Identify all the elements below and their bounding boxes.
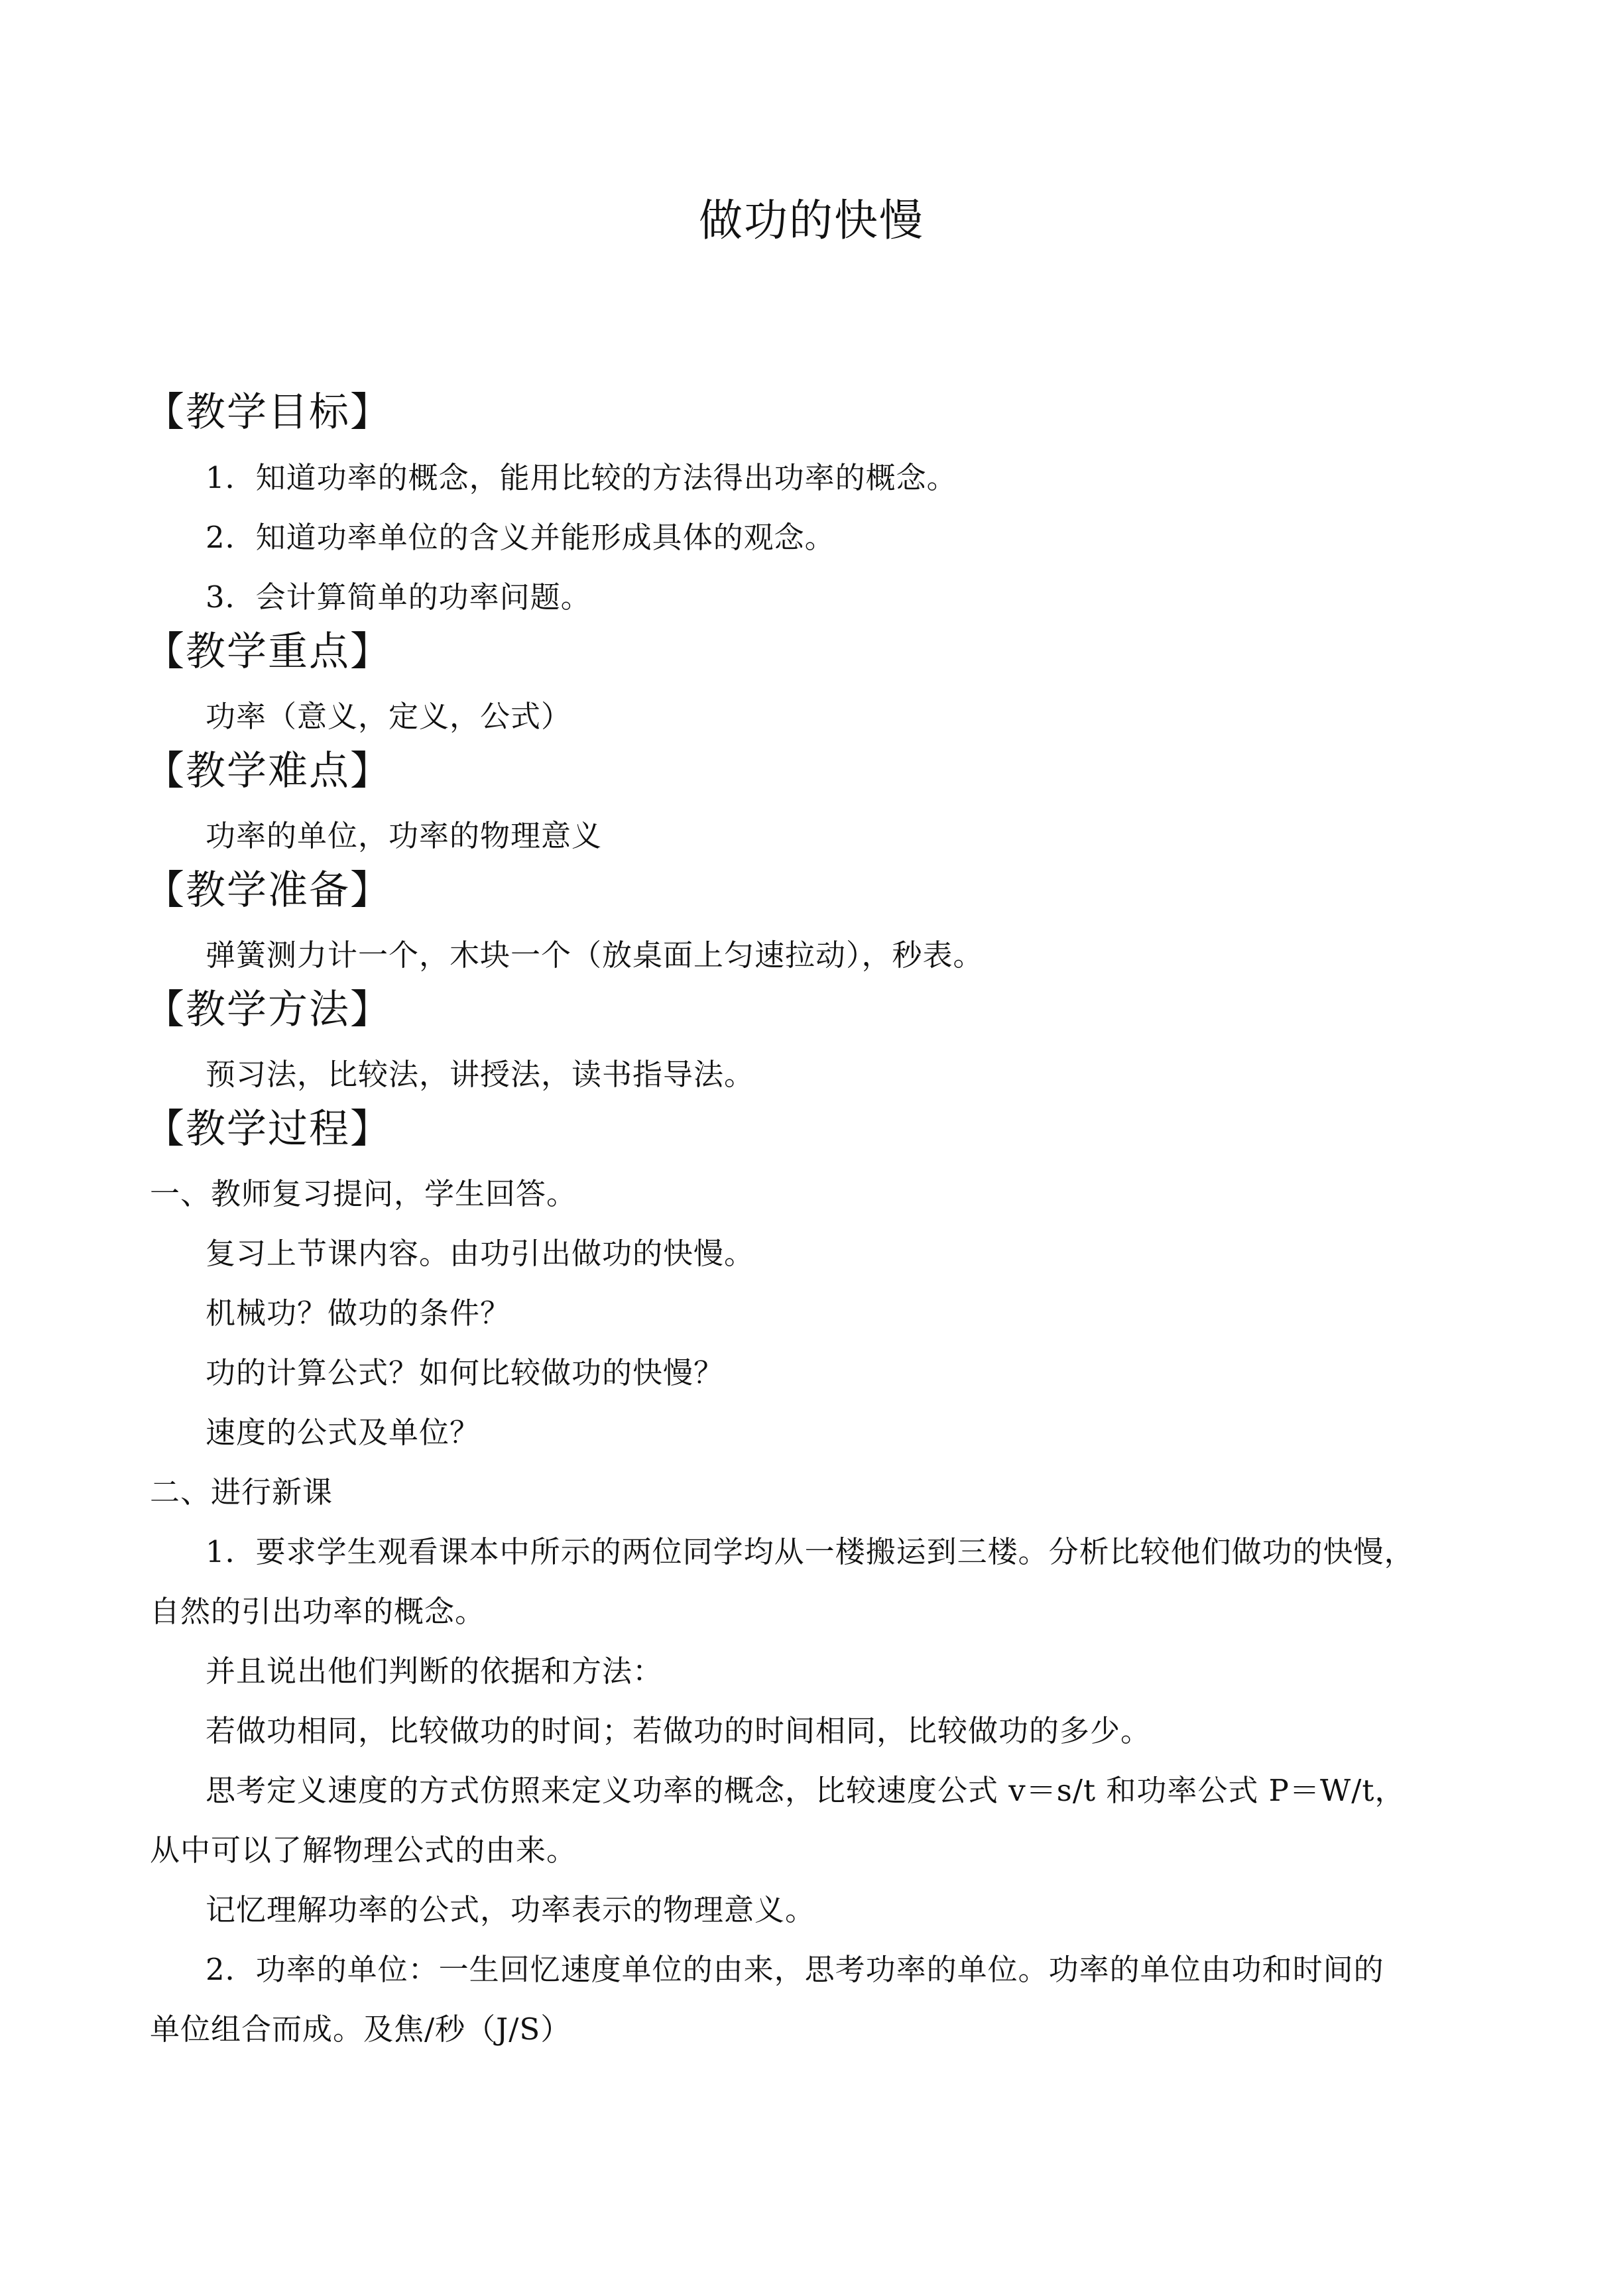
process-text: 思考定义速度的方式仿照来定义功率的概念，比较速度公式 v＝s/t 和功率公式 P＝W/t， xyxy=(206,1773,1406,1808)
process-text: 1．要求学生观看课本中所示的两位同学均从一楼搬运到三楼。分析比较他们做功的快慢， xyxy=(206,1534,1415,1569)
section-heading-objectives: 【教学目标】 xyxy=(145,389,391,436)
section-heading-difficulties: 【教学难点】 xyxy=(145,748,391,794)
document-title: 做功的快慢 xyxy=(699,195,924,246)
process-text: 自然的引出功率的概念。 xyxy=(150,1594,486,1629)
preparation-text: 弹簧测力计一个，木块一个（放桌面上匀速拉动），秒表。 xyxy=(206,937,984,973)
section-heading-preparation: 【教学准备】 xyxy=(145,867,391,914)
difficulties-text: 功率的单位，功率的物理意义 xyxy=(206,818,603,853)
process-text: 复习上节课内容。由功引出做功的快慢。 xyxy=(206,1236,755,1271)
process-step-1-heading: 一、教师复习提问，学生回答。 xyxy=(150,1176,577,1211)
process-text: 功的计算公式？如何比较做功的快慢？ xyxy=(206,1355,725,1390)
process-step-2-heading: 二、进行新课 xyxy=(150,1475,333,1510)
objective-item-3: 3．会计算简单的功率问题。 xyxy=(206,579,591,615)
process-text: 2．功率的单位：一生回忆速度单位的由来，思考功率的单位。功率的单位由功和时间的 xyxy=(206,1952,1384,1987)
methods-text: 预习法，比较法，讲授法，读书指导法。 xyxy=(206,1057,755,1092)
process-text: 从中可以了解物理公式的由来。 xyxy=(150,1833,577,1868)
objective-item-1: 1．知道功率的概念，能用比较的方法得出功率的概念。 xyxy=(206,460,957,495)
section-heading-key-points: 【教学重点】 xyxy=(145,629,391,675)
section-heading-methods: 【教学方法】 xyxy=(145,987,391,1033)
process-text: 并且说出他们判断的依据和方法： xyxy=(206,1654,664,1689)
process-text: 速度的公式及单位？ xyxy=(206,1415,481,1450)
process-text: 机械功？做功的条件？ xyxy=(206,1296,511,1331)
process-text: 单位组合而成。及焦/秒（J/S） xyxy=(150,2012,571,2047)
objective-item-2: 2．知道功率单位的含义并能形成具体的观念。 xyxy=(206,520,835,555)
process-text: 记忆理解功率的公式，功率表示的物理意义。 xyxy=(206,1892,816,1927)
process-text: 若做功相同，比较做功的时间；若做功的时间相同，比较做功的多少。 xyxy=(206,1713,1152,1748)
key-points-text: 功率（意义，定义，公式） xyxy=(206,699,572,734)
section-heading-process: 【教学过程】 xyxy=(145,1106,391,1152)
